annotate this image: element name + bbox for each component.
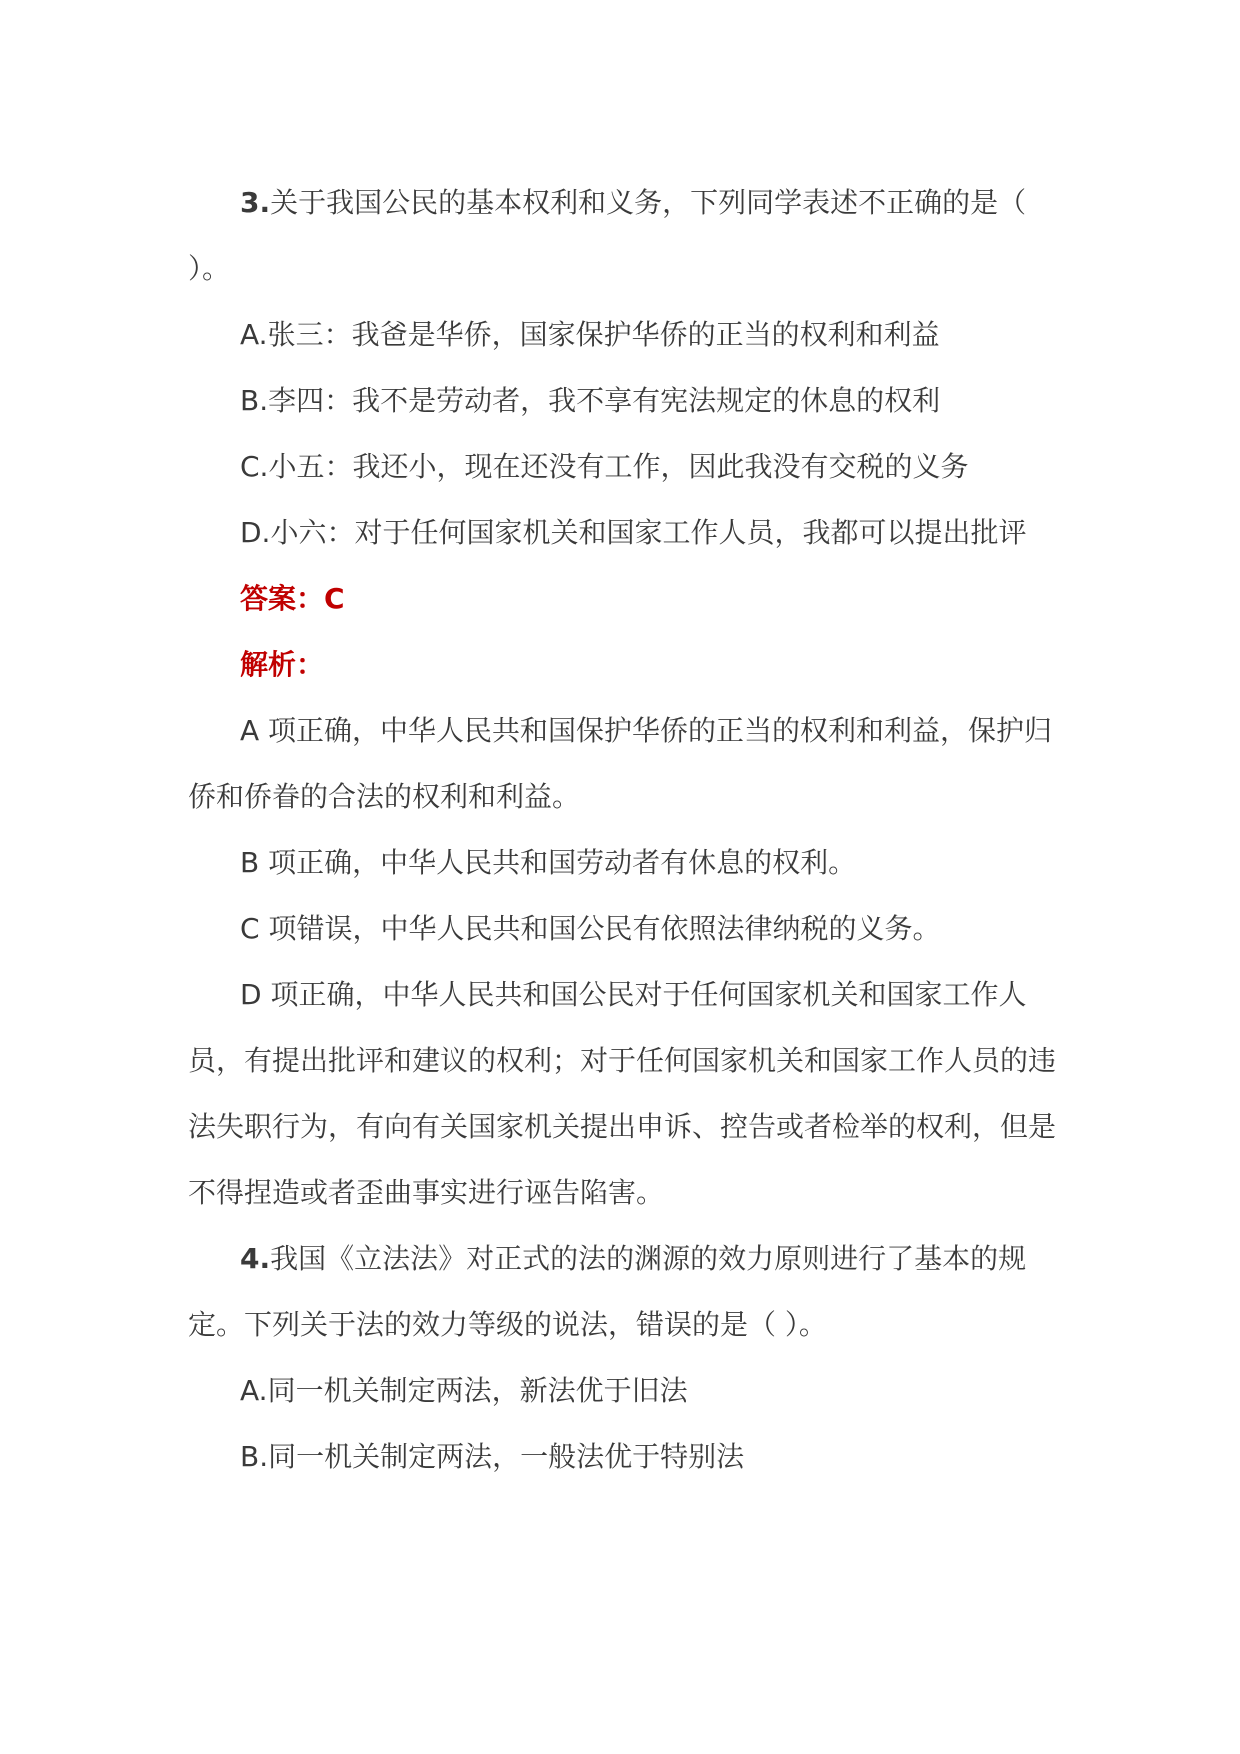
question-3-stem xyxy=(188,170,1060,302)
question-4-option-b: B.同一机关制定两法，一般法优于特别法 xyxy=(240,1440,745,1473)
question-3-number: 3. xyxy=(240,186,271,219)
question-3-analysis-b: B 项正确，中华人民共和国劳动者有休息的权利。 xyxy=(240,846,857,879)
question-3-option-b: B.李四：我不是劳动者，我不享有宪法规定的休息的权利 xyxy=(240,384,941,417)
question-3-option-a: A.张三：我爸是华侨，国家保护华侨的正当的权利和利益 xyxy=(240,318,940,351)
question-3-option-c: C.小五：我还小，现在还没有工作，因此我没有交税的义务 xyxy=(240,450,969,483)
question-3-text: 关于我国公民的基本权利和义务，下列同学表述不正确的是（ ）。 xyxy=(188,186,1027,285)
question-4-text: 我国《立法法》对正式的法的渊源的效力原则进行了基本的规定。下列关于法的效力等级的说法，错误的是（ ）。 xyxy=(188,1242,1027,1341)
question-4-option-a: A.同一机关制定两法，新法优于旧法 xyxy=(240,1374,688,1407)
question-3-analysis-c: C 项错误，中华人民共和国公民有依照法律纳税的义务。 xyxy=(240,912,941,945)
question-4-number: 4. xyxy=(240,1242,271,1275)
document-page xyxy=(188,170,1060,1490)
question-3-answer: 答案：C xyxy=(240,582,345,615)
question-4-stem xyxy=(188,1226,1060,1358)
question-3-analysis-a: A 项正确，中华人民共和国保护华侨的正当的权利和利益，保护归侨和侨眷的合法的权利和利益。 xyxy=(188,714,1053,813)
question-3-analysis-d: D 项正确，中华人民共和国公民对于任何国家机关和国家工作人员，有提出批评和建议的权利；对于任何国家机关和国家工作人员的违法失职行为，有向有关国家机关提出申诉、控告或者检举的权利，但是不得捏造或者歪曲事实进行诬告陷害。 xyxy=(188,978,1057,1209)
question-3-option-d: D.小六：对于任何国家机关和国家工作人员，我都可以提出批评 xyxy=(240,516,1027,549)
question-3-analysis-label: 解析： xyxy=(240,648,325,681)
